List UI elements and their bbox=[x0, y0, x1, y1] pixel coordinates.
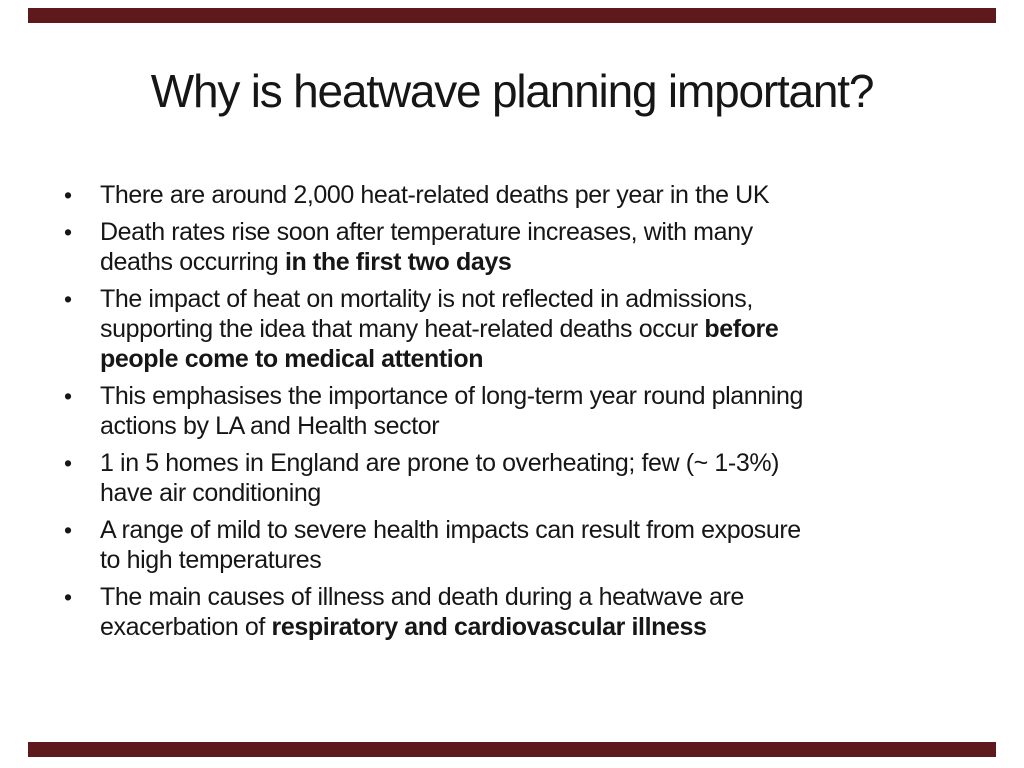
bullet-marker-icon: • bbox=[64, 182, 72, 208]
bullet-text: This emphasises the importance of long-term year round planning bbox=[100, 382, 803, 410]
bullet-text: supporting the idea that many heat-related deaths occur bbox=[100, 315, 705, 343]
bullet-text-bold: respiratory and cardiovascular illness bbox=[271, 613, 707, 641]
bullet-marker-icon: • bbox=[64, 584, 72, 610]
bullet-line bbox=[100, 344, 1004, 374]
bullet-item bbox=[62, 381, 1004, 441]
bullet-text: The main causes of illness and death during a heatwave are bbox=[100, 583, 744, 611]
bullet-text: actions by LA and Health sector bbox=[100, 412, 440, 440]
bullet-marker-icon: • bbox=[64, 450, 72, 476]
bullet-item bbox=[62, 180, 1004, 210]
bullet-item bbox=[62, 217, 1004, 277]
bullet-line bbox=[100, 247, 1004, 277]
bullet-line bbox=[100, 478, 1004, 508]
bullet-text-bold: in the first two days bbox=[284, 248, 512, 276]
bullet-text: There are around 2,000 heat-related deaths per year in the UK bbox=[100, 181, 770, 209]
bullet-text: to high temperatures bbox=[100, 546, 322, 574]
bullet-text: exacerbation of bbox=[100, 613, 272, 641]
bullet-marker-icon: • bbox=[64, 286, 72, 312]
bullet-line bbox=[100, 284, 1004, 314]
bullet-list bbox=[62, 180, 1004, 649]
bullet-line bbox=[100, 180, 1004, 210]
bullet-item bbox=[62, 515, 1004, 575]
bullet-text: 1 in 5 homes in England are prone to overheating; few (~ 1-3%) bbox=[100, 449, 780, 477]
bullet-line bbox=[100, 545, 1004, 575]
bullet-text: Death rates rise soon after temperature increases, with many bbox=[100, 218, 753, 246]
bullet-item bbox=[62, 448, 1004, 508]
bullet-marker-icon: • bbox=[64, 517, 72, 543]
bullet-item bbox=[62, 284, 1004, 374]
bullet-text: The impact of heat on mortality is not reflected in admissions, bbox=[100, 285, 753, 313]
bullet-marker-icon: • bbox=[64, 219, 72, 245]
top-accent-bar bbox=[28, 8, 996, 23]
bullet-line bbox=[100, 411, 1004, 441]
bullet-text-bold: people come to medical attention bbox=[100, 345, 484, 373]
bullet-line bbox=[100, 381, 1004, 411]
bullet-line bbox=[100, 515, 1004, 545]
bullet-marker-icon: • bbox=[64, 383, 72, 409]
bullet-item bbox=[62, 582, 1004, 642]
bullet-text: deaths occurring bbox=[100, 248, 285, 276]
slide-title: Why is heatwave planning important? bbox=[150, 65, 874, 117]
bullet-line bbox=[100, 612, 1004, 642]
bullet-line bbox=[100, 217, 1004, 247]
bullet-text: have air conditioning bbox=[100, 479, 321, 507]
bullet-text-bold: before bbox=[704, 315, 779, 343]
bullet-line bbox=[100, 314, 1004, 344]
bottom-accent-bar bbox=[28, 742, 996, 757]
bullet-text: A range of mild to severe health impacts can result from exposure bbox=[100, 516, 801, 544]
bullet-line bbox=[100, 448, 1004, 478]
bullet-line bbox=[100, 582, 1004, 612]
